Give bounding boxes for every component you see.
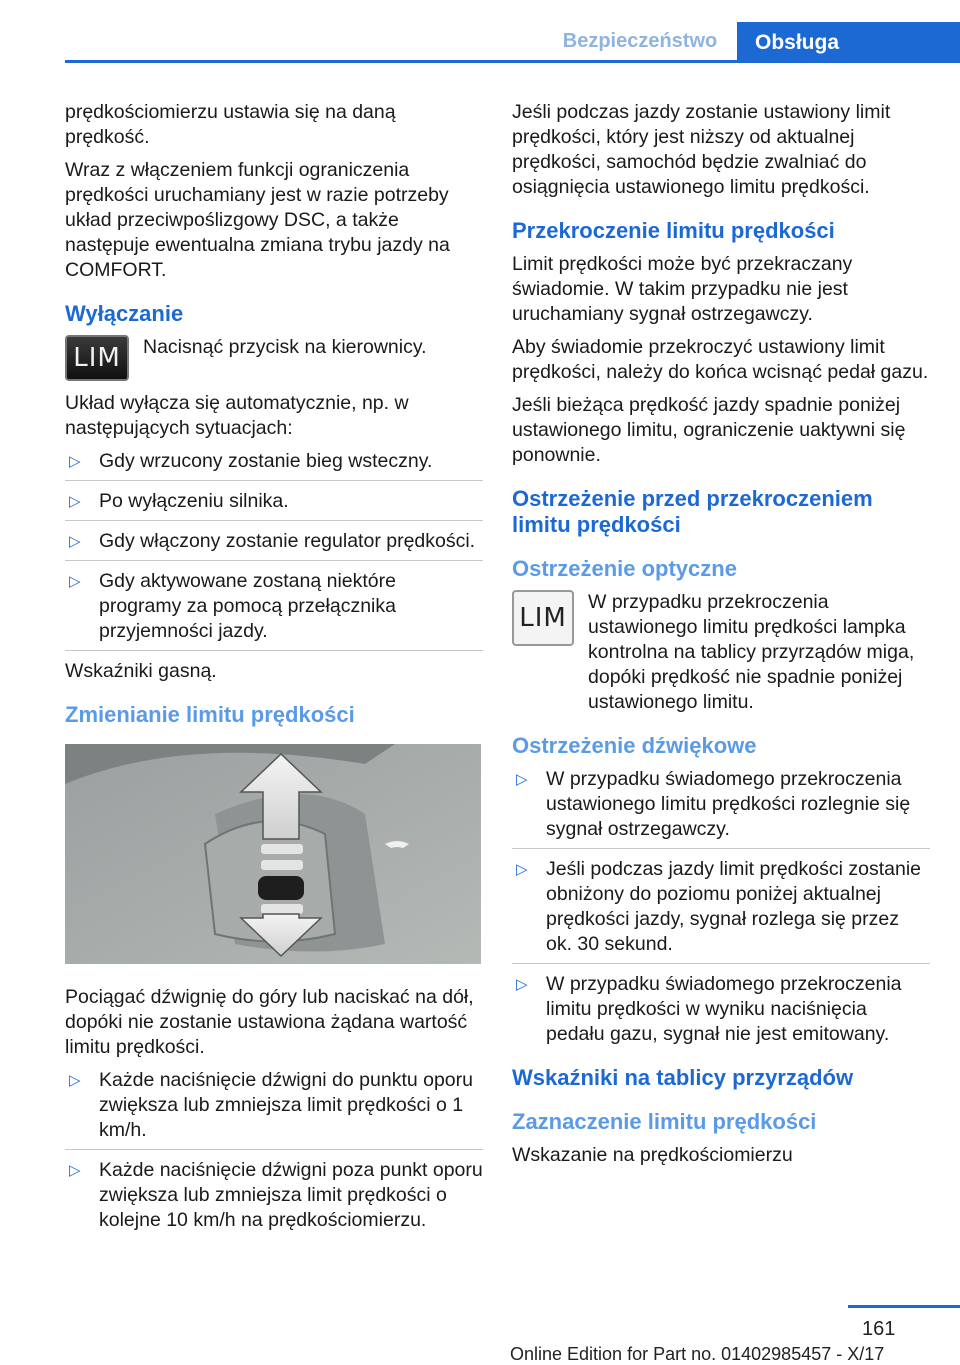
heading-limit-marking: Zaznaczenie limitu prędkości xyxy=(512,1109,817,1134)
list-item: ▷ Po wyłączeniu silnika. xyxy=(65,489,483,521)
right-paragraph-4: Jeśli bieżąca prędkość jazdy spadnie poniżej ustawionego limitu, ograniczenie uaktywni się ponownie. xyxy=(512,394,906,466)
heading-acoustic-warning: Ostrzeżenie dźwiękowe xyxy=(512,733,757,758)
switch-off-list xyxy=(65,449,483,651)
list-item: ▷ Gdy wrzucony zostanie bieg wsteczny. xyxy=(65,449,483,481)
edition-footer: Online Edition for Part no. 01402985457 - X/17 xyxy=(510,1344,885,1364)
page-number: 161 xyxy=(862,1318,896,1340)
triangle-bullet-icon: ▷ xyxy=(69,573,81,590)
heading-exceed-limit: Przekroczenie limitu prędkości xyxy=(512,218,835,243)
triangle-bullet-icon: ▷ xyxy=(69,1072,81,1089)
list-item: ▷ Każde naciśnięcie dźwigni do punktu oporu zwiększa lub zmniejsza limit prędkości o 1 km/h. xyxy=(65,1068,483,1150)
left-paragraph-1: prędkościomierzu ustawia się na daną prędkość. xyxy=(65,101,396,148)
triangle-bullet-icon: ▷ xyxy=(69,453,81,470)
list-item: ▷ Każde naciśnięcie dźwigni poza punkt oporu zwiększa lub zmniejsza limit prędkości o kolejne 10 km/h na prędkościomierzu. xyxy=(69,1159,483,1231)
right-paragraph-1: Jeśli podczas jazdy zostanie ustawiony limit prędkości, który jest niższy od aktualnej prędkości, samochód będzie zwalniać do osiągnięcia ustawionego limitu prędkości. xyxy=(512,101,891,198)
left-paragraph-2: Wraz z włączeniem funkcji ograniczenia prędkości uruchamiany jest w razie potrzeby układ przeciwpoślizgowy DSC, a także następuje ewentualna zmiana trybu jazdy na COMFORT. xyxy=(65,159,450,281)
footer-rule xyxy=(848,1305,960,1308)
list-item: ▷ Jeśli podczas jazdy limit prędkości zostanie obniżony do poziomu poniżej aktualnej prędkości jazdy, sygnał rozlega się przez ok. 30 sekund. xyxy=(512,857,930,964)
list-item: ▷ W przypadku świadomego przekroczenia limitu prędkości w wyniku naciśnięcia pedału gazu, sygnał nie jest emitowany. xyxy=(516,973,902,1045)
header-chapter-tab[interactable]: Obsługa xyxy=(737,22,960,63)
right-paragraph-3: Aby świadomie przekroczyć ustawiony limit prędkości, należy do końca wcisnąć pedał gazu. xyxy=(512,336,929,383)
list-item: ▷ Gdy aktywowane zostaną niektóre programy za pomocą przełącznika przyjemności jazdy. xyxy=(65,569,483,651)
left-paragraph-4: Wskaźniki gasną. xyxy=(65,660,217,682)
switch-off-action: Nacisnąć przycisk na kierownicy. xyxy=(143,336,427,358)
heading-change-limit: Zmienianie limitu prędkości xyxy=(65,702,355,727)
heading-optical-warning: Ostrzeżenie optyczne xyxy=(512,556,737,581)
right-paragraph-5: Wskazanie na prędkościomierzu xyxy=(512,1144,793,1166)
heading-instrument-indicators: Wskaźniki na tablicy przyrządów xyxy=(512,1065,854,1090)
steering-wheel-lever-photo xyxy=(65,744,481,964)
right-paragraph-2: Limit prędkości może być przekraczany świadomie. W takim przypadku nie jest uruchamiany sygnał ostrzegawczy. xyxy=(512,253,853,325)
heading-switch-off: Wyłączanie xyxy=(65,301,184,326)
triangle-bullet-icon: ▷ xyxy=(69,533,81,550)
optical-warning-text: W przypadku przekroczenia ustawionego limitu prędkości lampka kontrolna na tablicy przyrządów miga, dopóki prędkość nie spadnie poniżej ustawionego limitu. xyxy=(588,591,915,713)
right-column xyxy=(512,100,930,1176)
heading-overspeed-warning: Ostrzeżenie przed przekroczeniem limitu prędkości xyxy=(512,486,873,537)
header-rule xyxy=(65,60,960,63)
lim-button-icon: LIM xyxy=(65,335,129,381)
header-section-tab[interactable]: Bezpieczeństwo xyxy=(562,29,718,52)
left-paragraph-3: Układ wyłącza się automatycznie, np. w następujących sytuacjach: xyxy=(65,392,409,439)
list-item: ▷ W przypadku świadomego przekroczenia ustawionego limitu prędkości rozlegnie się sygnał ostrzegawczy. xyxy=(512,767,930,849)
lim-button-row xyxy=(65,335,483,381)
list-item: ▷ Gdy włączony zostanie regulator prędkości. xyxy=(65,529,483,561)
change-limit-list xyxy=(65,1068,483,1233)
left-paragraph-5: Pociągać dźwignię do góry lub naciskać na dół, dopóki nie zostanie ustawiona żądana wartość limitu prędkości. xyxy=(65,986,474,1058)
triangle-bullet-icon: ▷ xyxy=(516,861,528,878)
triangle-bullet-icon: ▷ xyxy=(516,976,528,993)
acoustic-warning-list xyxy=(512,767,930,1047)
triangle-bullet-icon: ▷ xyxy=(69,1162,81,1179)
triangle-bullet-icon: ▷ xyxy=(516,771,528,788)
triangle-bullet-icon: ▷ xyxy=(69,493,81,510)
lim-indicator-icon: LIM xyxy=(512,590,574,646)
left-column xyxy=(65,100,483,1241)
lim-indicator-row xyxy=(512,590,930,715)
